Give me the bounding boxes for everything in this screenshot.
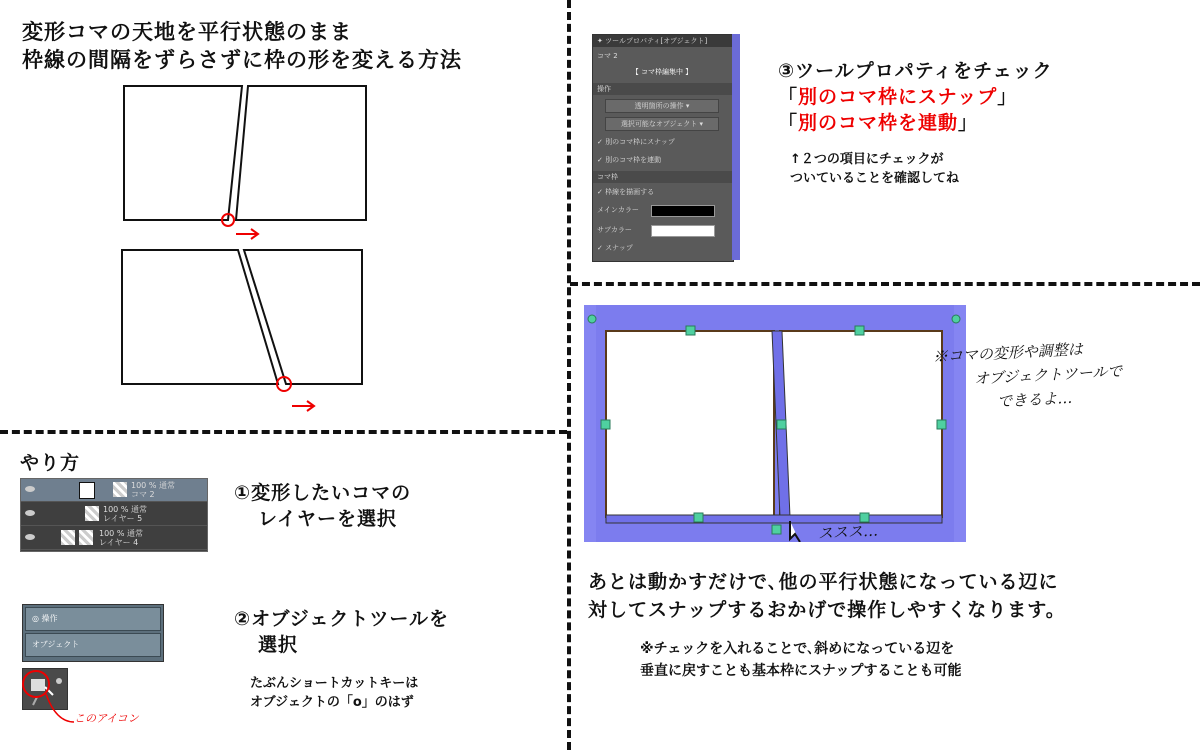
draw-border-checkbox[interactable]: ✓ 枠線を描画する (597, 188, 655, 196)
right-section-divider (570, 282, 1200, 286)
drag-label: ススス… (817, 521, 879, 543)
step2-note-line2: オブジェクトの「o」のはず (250, 695, 414, 710)
side-note-line1: ※コマの変形や調整は (932, 340, 1084, 366)
section-operation: 操作 (593, 83, 734, 95)
layer-row-layer5[interactable] (21, 503, 207, 526)
page-title (22, 18, 462, 74)
bottom-line1: あとは動かすだけで､他の平行状態になっている辺に (588, 571, 1059, 593)
step2-note-line1: たぶんショートカットキーは (250, 676, 419, 691)
transparent-area-dropdown[interactable]: 透明箇所の操作 ▾ (605, 99, 719, 113)
frame-top-right (236, 86, 366, 220)
snap-other-frame-checkbox[interactable]: ✓ 別のコマ枠にスナップ (597, 138, 675, 146)
vertical-divider (567, 0, 571, 750)
sub-color-swatch[interactable] (651, 225, 715, 237)
edit-mode-label: 【 コマ枠編集中 】 (631, 68, 693, 76)
layer-blend: 100 % 通常 (99, 529, 143, 538)
layer-blend: 100 % 通常 (131, 481, 175, 490)
checkmark-icon: ✓ (597, 244, 606, 252)
eye-icon[interactable] (25, 534, 35, 540)
eye-icon[interactable] (25, 510, 35, 516)
step1-text (234, 480, 411, 532)
link-other-frame-checkbox[interactable]: ✓ 別のコマ枠を連動 (597, 156, 662, 164)
frame-thumbnail-icon (79, 482, 95, 499)
arrow-right-icon (292, 401, 314, 411)
step2-line1: ②オブジェクトツールを (234, 608, 449, 630)
layer-blend: 100 % 通常 (103, 505, 147, 514)
title-line-1: 変形コマの天地を平行状態のまま (22, 20, 352, 44)
step1-line1: ①変形したいコマの (234, 482, 412, 504)
title-line-2: 枠線の間隔をずらさずに枠の形を変える方法 (22, 48, 462, 72)
layer-thumbnail-icon (79, 530, 93, 545)
canvas-screenshot (584, 305, 966, 542)
icon-annotation: このアイコン (74, 712, 139, 725)
snap-checkbox[interactable]: ✓ スナップ (597, 244, 633, 252)
side-note-line2: オブジェクトツールで (973, 362, 1123, 388)
step2-line2: 選択 (258, 634, 299, 656)
frame-edit-canvas (584, 305, 966, 542)
eye-icon[interactable] (25, 486, 35, 492)
property-subtitle: コマ 2 (597, 52, 618, 60)
howto-heading: やり方 (20, 452, 81, 474)
step3-text (778, 58, 1053, 136)
layer-thumbnail-icon (85, 506, 99, 521)
step3-note (790, 150, 959, 188)
step1-line2: レイヤーを選択 (258, 508, 398, 530)
layer-row-layer4[interactable] (21, 527, 207, 550)
frame-top-left (124, 86, 242, 220)
tool-panel (22, 604, 164, 662)
step2-note (250, 674, 418, 712)
panel-scrollbar[interactable] (732, 34, 740, 260)
footnote (640, 638, 961, 682)
property-tab[interactable]: ✦ ツールプロパティ[オブジェクト] (593, 35, 734, 47)
subtool-object[interactable]: オブジェクト (25, 633, 161, 657)
main-color-row: メインカラー (597, 206, 639, 214)
sub-color-row: サブカラー (597, 226, 632, 234)
selectable-object-dropdown[interactable]: 選択可能なオブジェクト ▾ (605, 117, 719, 131)
footnote-line2: 垂直に戻すことも基本枠にスナップすることも可能 (640, 663, 962, 679)
left-section-divider (0, 430, 567, 434)
step3-note-line2: ついていることを確認してね (790, 171, 960, 186)
tool-property-panel (592, 34, 734, 262)
step3-quote2: 「別のコマ枠を連動」 (778, 112, 979, 134)
checkmark-icon: ✓ (597, 188, 606, 196)
layer-thumbnail-icon (61, 530, 75, 545)
highlight-link-option: 別のコマ枠を連動 (798, 112, 959, 134)
side-note-line3: できるよ… (996, 388, 1073, 411)
checkmark-icon: ✓ (597, 138, 606, 146)
layer-name: レイヤー 5 (103, 514, 143, 523)
layer-row-koma2[interactable] (21, 479, 207, 502)
bottom-explanation (588, 568, 1066, 624)
arrow-right-icon (236, 229, 258, 239)
step3-quote1: 「別のコマ枠にスナップ」 (778, 86, 1018, 108)
layer-name: コマ 2 (131, 490, 155, 499)
search-icon: ◎ (32, 614, 42, 623)
highlight-snap-option: 別のコマ枠にスナップ (798, 86, 998, 108)
checkmark-icon: ✓ (597, 156, 606, 164)
layer-name: レイヤー 4 (99, 538, 139, 547)
mask-thumbnail-icon (113, 482, 127, 497)
tool-group-operation[interactable]: ◎ 操作 (25, 607, 161, 631)
main-color-swatch[interactable] (651, 205, 715, 217)
frame-illustration (118, 80, 378, 415)
bottom-line2: 対してスナップするおかげで操作しやすくなります。 (588, 599, 1066, 621)
gear-icon: ✦ (597, 37, 606, 45)
layers-panel (20, 478, 208, 552)
step3-note-line1: ↑２つの項目にチェックが (790, 152, 944, 167)
step2-text (234, 606, 449, 658)
side-note (932, 335, 1124, 417)
section-frame: コマ枠 (593, 171, 734, 183)
step3-line1: ③ツールプロパティをチェック (778, 60, 1053, 82)
footnote-line1: ※チェックを入れることで､斜めになっている辺を (640, 641, 955, 657)
